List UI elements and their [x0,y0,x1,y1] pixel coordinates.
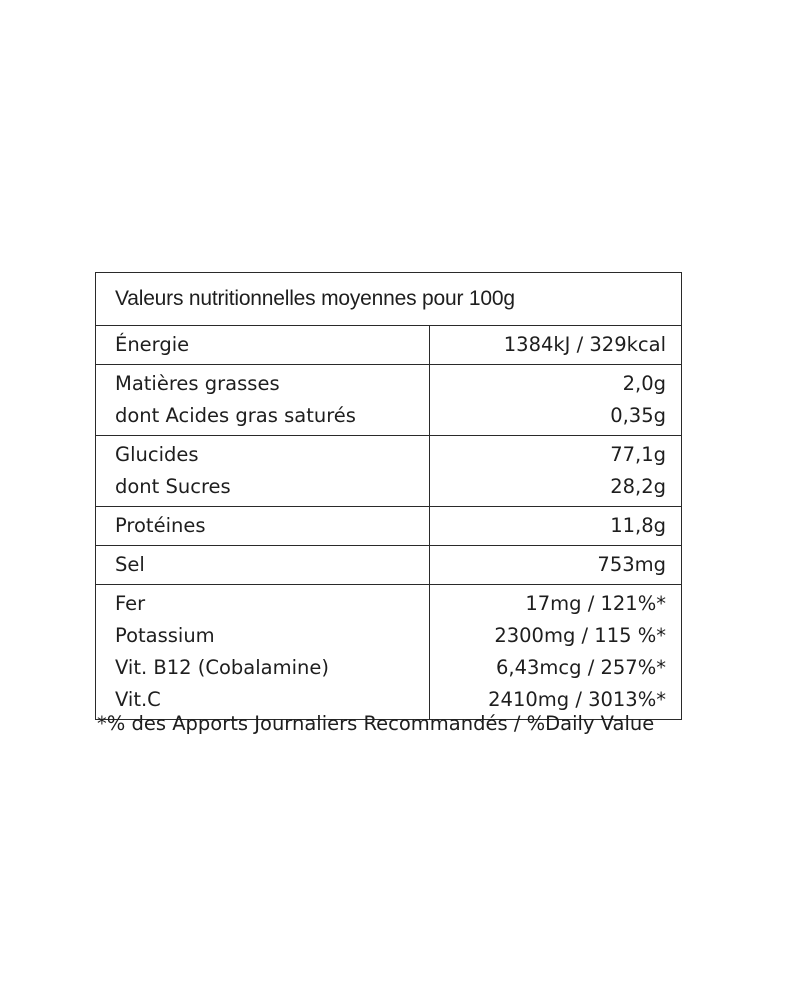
row-value-energy: 1384kJ / 329kcal [503,333,666,356]
table-group-carbs [96,436,681,507]
row-name-fat: Matières grasses [115,372,280,395]
table-group-fat [96,365,681,436]
row-name-energy: Énergie [115,333,190,356]
row-value-vitamin-c: 2410mg / 3013%* [488,688,666,711]
row-name-vitamin-c: Vit.C [115,688,161,711]
table-group-protein [96,507,681,546]
table-group-micronutrients [96,585,681,719]
row-value-sugars: 28,2g [610,475,666,498]
row-name-carbs: Glucides [115,443,199,466]
row-value-carbs: 77,1g [610,443,666,466]
row-name-vitamin-b12: Vit. B12 (Cobalamine) [115,656,329,679]
row-value-fat: 2,0g [622,372,666,395]
table-title: Valeurs nutritionnelles moyennes pour 100g [96,273,681,326]
row-name-iron: Fer [115,592,146,615]
row-value-salt: 753mg [597,553,666,576]
row-name-saturated-fat: dont Acides gras saturés [115,404,356,427]
row-value-saturated-fat: 0,35g [610,404,666,427]
row-name-protein: Protéines [115,514,206,537]
row-value-vitamin-b12: 6,43mcg / 257%* [496,656,666,679]
row-value-potassium: 2300mg / 115 %* [494,624,666,647]
footnote: *% des Apports Journaliers Recommandés / %Daily Value [97,712,655,735]
nutrition-table [95,272,682,720]
row-name-potassium: Potassium [115,624,215,647]
row-name-salt: Sel [115,553,145,576]
row-value-iron: 17mg / 121%* [525,592,666,615]
table-group-energy [96,326,681,365]
row-name-sugars: dont Sucres [115,475,231,498]
row-value-protein: 11,8g [610,514,666,537]
table-group-salt [96,546,681,585]
